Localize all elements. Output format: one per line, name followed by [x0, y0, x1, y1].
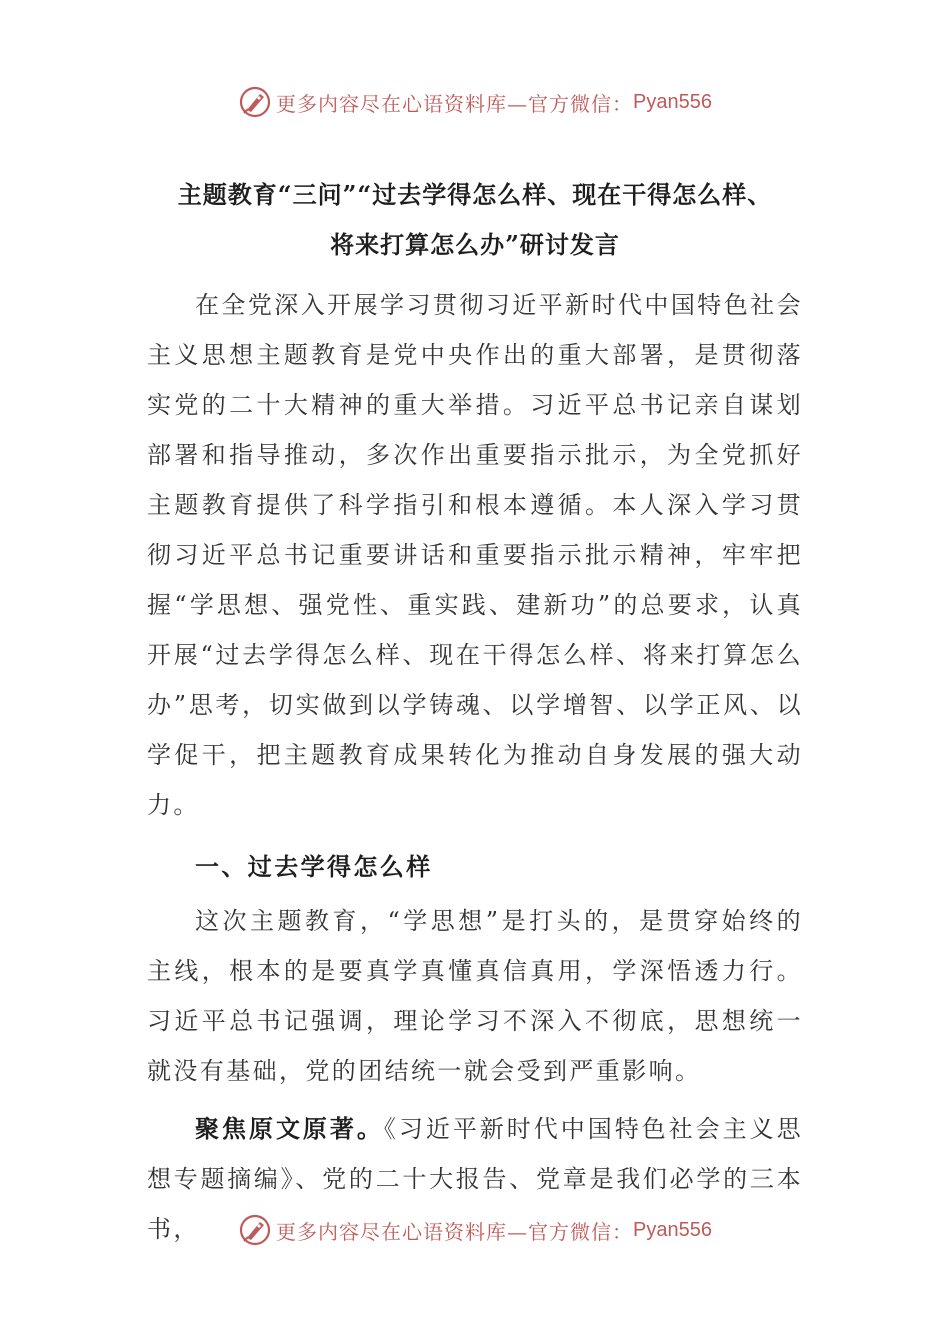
watermark-banner-bottom — [0, 1210, 950, 1250]
point-1-body: 《习近平新时代中国特色社会主义思想专题摘编》、党的二十大报告、党章是我们必学的三本书， — [147, 1115, 803, 1243]
intro-paragraph: 在全党深入开展学习贯彻习近平新时代中国特色社会主义思想主题教育是党中央作出的重大部署，是贯彻落实党的二十大精神的重大举措。习近平总书记亲自谋划部署和指导推动，多次作出重要指示批示，为全党抓好主题教育提供了科学指引和根本遵循。本人深入学习贯彻习近平总书记重要讲话和重要指示批示精神，牢牢把握“学思想、强党性、重实践、建新功”的总要求，认真开展“过去学得怎么样、现在干得怎么样、将来打算怎么办”思考，切实做到以学铸魂、以学增智、以学正风、以学促干，把主题教育成果转化为推动自身发展的强大动力。 — [147, 291, 803, 819]
section-1-paragraph: 这次主题教育，“学思想”是打头的，是贯穿始终的主线，根本的是要真学真懂真信真用，学深悟透力行。习近平总书记强调，理论学习不深入不彻底，思想统一就没有基础，党的团结统一就会受到严重影响。 — [147, 907, 803, 1085]
point-1-lead: 聚焦原文原著。 — [195, 1114, 384, 1143]
document-body — [147, 280, 803, 1254]
watermark-text: 更多内容尽在心语资料库—官方微信： — [276, 91, 634, 116]
title-line-2: 将来打算怎么办”研讨发言 — [330, 230, 620, 259]
title-line-1: 主题教育“三问”“过去学得怎么样、现在干得怎么样、 — [177, 180, 773, 209]
watermark-account: Pyan556 — [633, 1218, 712, 1241]
section-heading-1: 一、过去学得怎么样 — [195, 852, 433, 881]
watermark-text: 更多内容尽在心语资料库—官方微信： — [276, 1219, 634, 1244]
watermark-banner-top — [0, 82, 950, 122]
pen-nib-seal-icon — [238, 85, 272, 119]
watermark-account: Pyan556 — [633, 90, 712, 113]
pen-nib-seal-icon — [238, 1213, 272, 1247]
document-title — [140, 170, 810, 270]
